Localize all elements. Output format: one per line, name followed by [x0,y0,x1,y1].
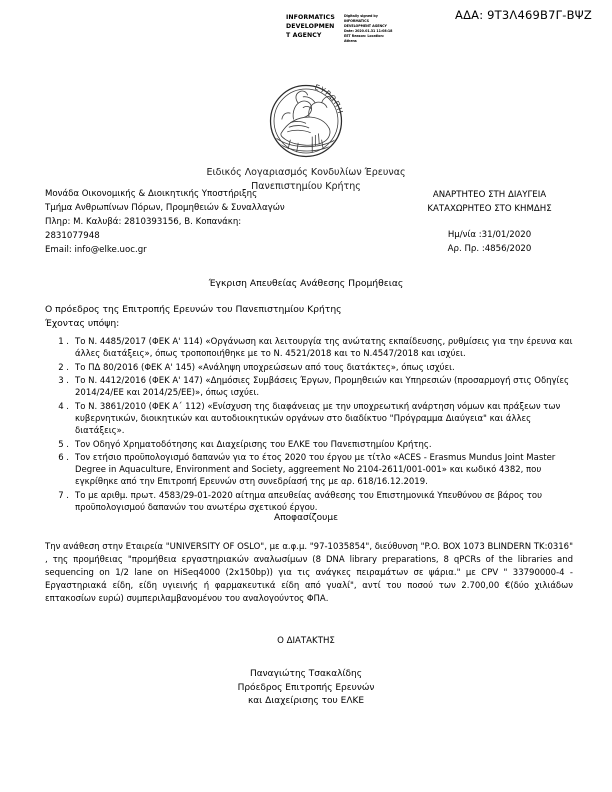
svg-text:ΕΥΡΩΠΗ: ΕΥΡΩΠΗ [313,82,345,116]
university-seal-block [0,82,612,194]
intro-block [45,303,570,332]
list-item-text: Τον Οδηγό Χρηματοδότησης και Διαχείρισης του ΕΛΚΕ του Πανεπιστημίου Κρήτης. [75,439,432,450]
list-item-text: Το ΠΔ 80/2016 (ΦΕΚ Α' 145) «Ανάληψη υποχρεώσεων από τους διατάκτες», όπως ισχύει. [75,362,455,373]
list-item-number: 1 . [58,337,69,347]
seal-caption-line2: Πανεπιστημίου Κρήτης [251,180,361,192]
issuing-authority: Ο πρόεδρος της Επιτροπής Ερευνών του Πανεπιστημίου Κρήτης [45,304,342,315]
signature-details: Digitally signed by INFORMATICS DEVELOPMENT AGENCY Date: 2020.01.31 11:08:18 EET Reason: Location: Athens [344,14,393,43]
list-item [45,401,573,438]
ada-code: ΑΔΑ: 9Τ3Λ469Β7Γ-ΒΨΖ [455,8,592,22]
unit-name: Μονάδα Οικονομικής & Διοικητικής Υποστήριξης [45,189,258,199]
list-item-text: Το Ν. 4485/2017 (ΦΕΚ Α' 114) «Οργάνωση και λειτουργία της ανώτατης εκπαίδευσης, ρυθμίσεις για την έρευνα και άλλες διατάξεις», όπως τροποποιήθηκε με το Ν. 4521/2018 και το Ν.4547/2018 και ισχύει. [75,337,573,360]
list-item-number: 6 . [58,452,69,463]
kimdis-notice: ΚΑΤΑΧΩΡΗΤΕΟ ΣΤΟ ΚΗΜΔΗΣ [427,203,552,214]
list-item-number: 4 . [58,401,69,412]
signatory-role: Ο ΔΙΑΤΑΚΤΗΣ [277,636,335,646]
publication-notice-block [382,189,597,257]
list-item-number: 2 . [58,362,69,373]
decision-body-text: Την ανάθεση στην Εταιρεία "UNIVERSITY OF OSLO", με α.φ.μ. "97-1035854", διεύθυνση "P.O. BOX 1073 BLINDERN TK:0316" , της προμήθειας "προμήθεια εργαστηριακών αναλωσίμων (8 DNA library preparations, 8 qPCRs of the libraries and sequencing on 1/2 lane on HiSeq4000 (2x150bp)) για τις ανάγκες πειραμάτων σε ψάρια." με CPV " 33790000-4 - Εργαστηριακά είδη, είδη υγιεινής ή φαρμακευτικά είδη από γυαλί", αντί του ποσού των 2.700,00 €(δύο χιλιάδων επτακοσίων ευρώ) συμπεριλαμβανομένου του αναλογούντος ΦΠΑ. [45,542,573,604]
list-item [45,336,573,361]
list-item-text: Τον ετήσιο προϋπολογισμό δαπανών για το έτος 2020 του έργου με τίτλο «ACES - Erasmus Mundus Joint Master Degree in Aquaculture, Environment and Society, aggreement No 2104-2611/001-001» και κωδικό 4382, που εγκρίθηκε από την Επιτροπή Ερευνών στη συνεδρίασή της με αρ. 618/16.12.2019. [75,452,556,488]
list-item-number: 7 . [58,490,69,501]
diavgeia-notice: ΑΝΑΡΤΗΤΕΟ ΣΤΗ ΔΙΑΥΓΕΙΑ [432,190,547,200]
meta-spacer [382,217,597,229]
list-item-text: Το με αριθμ. πρωτ. 4583/29-01-2020 αίτημα απευθείας ανάθεσης του Επιστημονικά Υπευθύνου σε βάρος του προϋπολογισμού δαπανών του ανωτέρω σχετικού έργου. [75,490,543,514]
signatory-position-line2: και Διαχείρισης του ΕΛΚΕ [247,696,365,706]
department-contact-block [45,188,345,258]
list-item [45,375,573,400]
decision-heading: Αποφασίζουμε [274,513,338,523]
contact-phone: 2831077948 [45,230,100,241]
signature-block [0,668,612,709]
digital-signature-stamp [286,14,396,44]
list-item [45,452,573,489]
page-title: Έγκριση Απευθείας Ανάθεσης Προμήθειας [208,278,404,289]
list-item-text: Το Ν. 3861/2010 (ΦΕΚ Α΄ 112) «Ενίσχυση της διαφάνειας με την υποχρεωτική ανάρτηση νόμων και πράξεων των κυβερνητικών, διοικητικών και αυτοδιοικητικών οργάνων στο διαδίκτυο "Πρόγραμμα Διαύγεια" και άλλες διατάξεις». [75,401,561,437]
department-name: Τμήμα Ανθρωπίνων Πόρων, Προμηθειών & Συναλλαγών [45,202,285,213]
signatory-name: Παναγιώτης Τσακαλίδης [249,669,363,679]
contact-persons: Πληρ: Μ. Καλυβά: 2810393156, Β. Κοπανάκη: [45,216,242,227]
list-item [45,439,573,451]
list-item-text: Το Ν. 4412/2016 (ΦΕΚ Α' 147) «Δημόσιες Συμβάσεις Έργων, Προμηθειών και Υπηρεσιών (προσαρμογή στις Οδηγίες 2014/24/ΕΕ και 2014/25/ΕΕ)», όπως ισχύει. [75,375,570,399]
document-protocol-number: Αρ. Πρ. :4856/2020 [447,243,532,254]
university-seal-icon [267,82,345,160]
document-date: Ημ/νία :31/01/2020 [447,229,532,240]
whereas-list [45,336,573,515]
list-item [45,362,573,374]
signature-agency-name: INFORMATICS DEVELOPMEN T AGENCY [286,14,335,39]
having-regard-label: Έχοντας υπόψη: [45,318,120,330]
list-item-number: 5 . [58,439,69,450]
signatory-position-line1: Πρόεδρος Επιτροπής Ερευνών [237,682,375,693]
list-item-number: 3 . [58,375,69,386]
list-item [45,490,573,515]
seal-caption-line1: Ειδικός Λογαριασμός Κονδυλίων Έρευνας [206,167,406,178]
contact-email: Email: info@elke.uoc.gr [45,244,147,255]
